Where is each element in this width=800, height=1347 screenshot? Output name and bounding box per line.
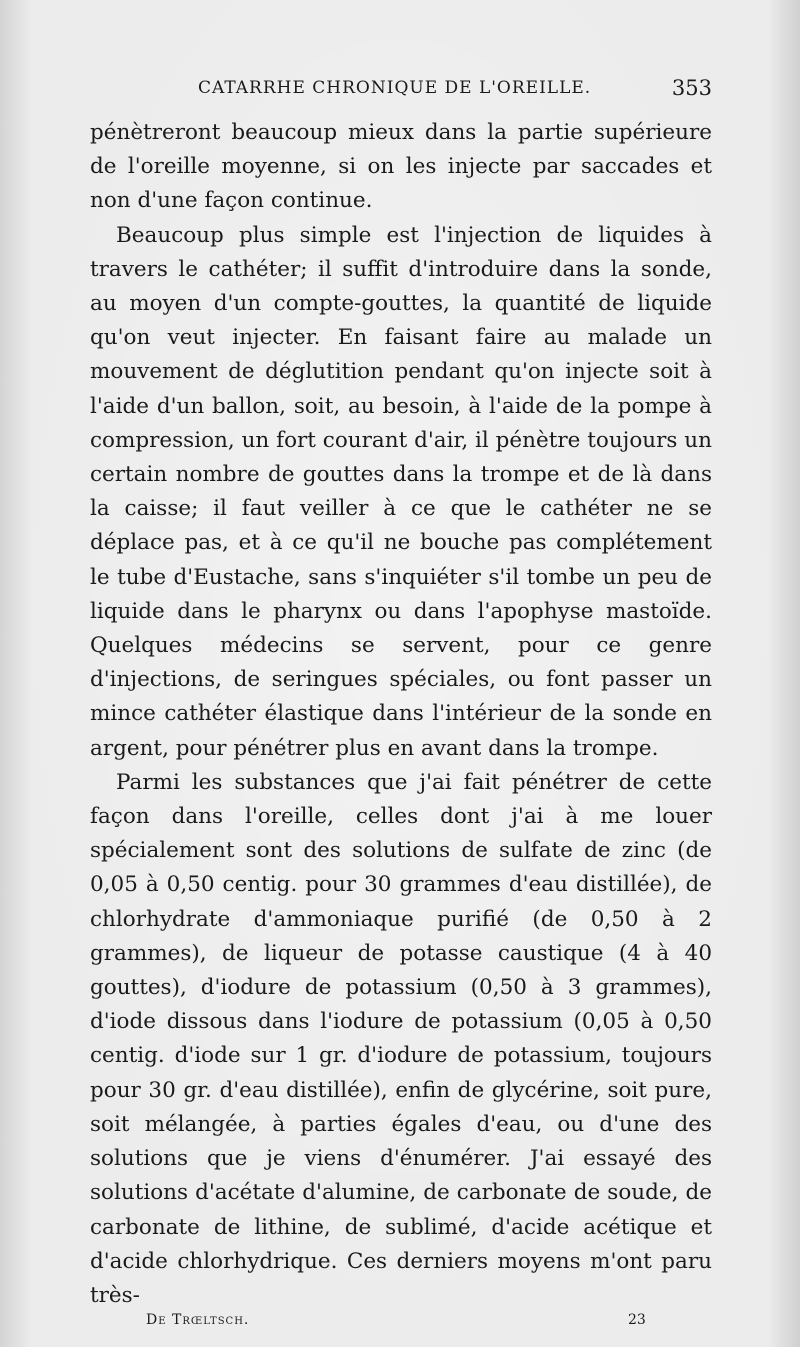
paragraph: Parmi les substances que j'ai fait pénétrer de cette façon dans l'oreille, celles dont j'ai à me louer spécialement sont des solutions de sulfate de zinc (de 0,05 à 0,50 centig. pour 30 grammes d'eau distillée), de chlorhydrate d'ammoniaque purifié (de 0,50 à 2 grammes), de liqueur de potasse caustique (4 à 40 gouttes), d'iodure de potassium (0,50 à 3 grammes), d'iode dissous dans l'iodure de potassium (0,05 à 0,50 centig. d'iode sur 1 gr. d'iodure de potassium, toujours pour 30 gr. d'eau distillée), enfin de glycérine, soit pure, soit mélangée, à parties égales d'eau, ou d'une des solutions que je viens d'énumérer. J'ai essayé des solutions d'acétate d'alumine, de carbonate de soude, de carbonate de lithine, de sublimé, d'acide acétique et d'acide chlorhydrique. Ces derniers moyens m'ont paru très- — [90, 769, 712, 1308]
body-text — [90, 116, 712, 1313]
page-header — [90, 76, 712, 106]
running-title: CATARRHE CHRONIQUE DE L'OREILLE. — [198, 78, 592, 98]
paragraph: Beaucoup plus simple est l'injection de liquides à travers le cathéter; il suffit d'introduire dans la sonde, au moyen d'un compte-gouttes, la quantité de liquide qu'on veut injecter. En faisant faire au malade un mouvement de déglutition pendant qu'on injecte soit à l'aide d'un ballon, soit, au besoin, à l'aide de la pompe à compression, un fort courant d'air, il pénètre toujours un certain nombre de gouttes dans la trompe et de là dans la caisse; il faut veiller à ce que le cathéter ne se déplace pas, et à ce qu'il ne bouche pas complétement le tube d'Eustache, sans s'inquiéter s'il tombe un peu de liquide dans le pharynx ou dans l'apophyse mastoïde. Quelques médecins se servent, pour ce genre d'injections, de seringues spéciales, ou font passer un mince cathéter élastique dans l'intérieur de la sonde en argent, pour pénétrer plus en avant dans la trompe. — [90, 222, 712, 761]
paragraph: pénètreront beaucoup mieux dans la partie supérieure de l'oreille moyenne, si on les injecte par saccades et non d'une façon continue. — [90, 120, 712, 214]
signature-mark: 23 — [628, 1312, 646, 1328]
printer-signature: De Trœltsch. — [146, 1312, 250, 1328]
page-number: 353 — [671, 76, 712, 100]
page-footer — [90, 1312, 712, 1336]
